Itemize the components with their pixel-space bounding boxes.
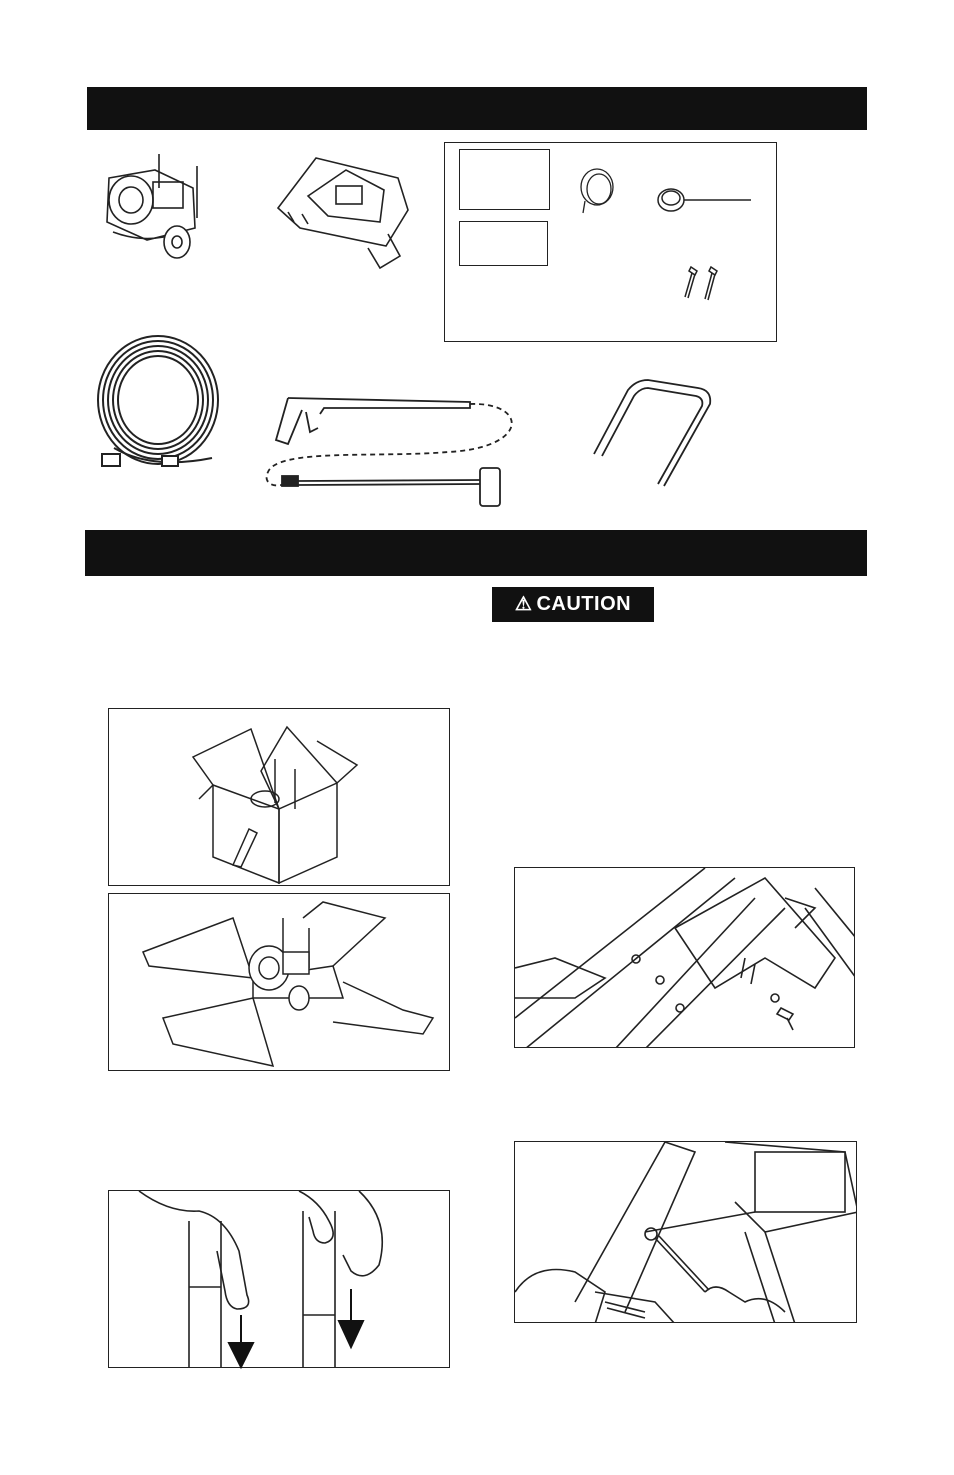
screwdriver-icon — [515, 1142, 857, 1323]
unfolded-carton-figure — [108, 893, 450, 1071]
section-header-bar-contents — [87, 87, 867, 130]
parts-card-top — [459, 149, 550, 210]
pressure-washer-icon — [95, 148, 225, 268]
bracket-bolt-figure — [514, 867, 855, 1048]
parts-bag-box — [444, 142, 777, 342]
spray-gun-icon — [258, 388, 533, 510]
hose-coil-icon — [92, 330, 232, 480]
screwdriver-figure — [514, 1141, 857, 1323]
caution-text: CAUTION — [536, 593, 632, 615]
handle-pins-icon — [129, 1191, 429, 1367]
open-box-icon — [187, 717, 367, 882]
bolts-icon — [671, 261, 731, 303]
parts-card-bottom — [459, 221, 548, 266]
open-carton-figure — [108, 708, 450, 886]
flattened-box-icon — [133, 898, 433, 1068]
panel-bracket-icon — [268, 150, 418, 275]
bracket-bolt-icon — [515, 868, 855, 1048]
section-header-bar-assembly — [85, 530, 867, 576]
handle-lock-figure — [108, 1190, 450, 1368]
cable-tie-icon — [571, 163, 627, 215]
handle-icon — [588, 376, 723, 496]
caution-label — [492, 587, 654, 622]
warning-triangle-icon: ⚠ — [514, 594, 533, 615]
fuel-cap-icon — [655, 185, 755, 215]
